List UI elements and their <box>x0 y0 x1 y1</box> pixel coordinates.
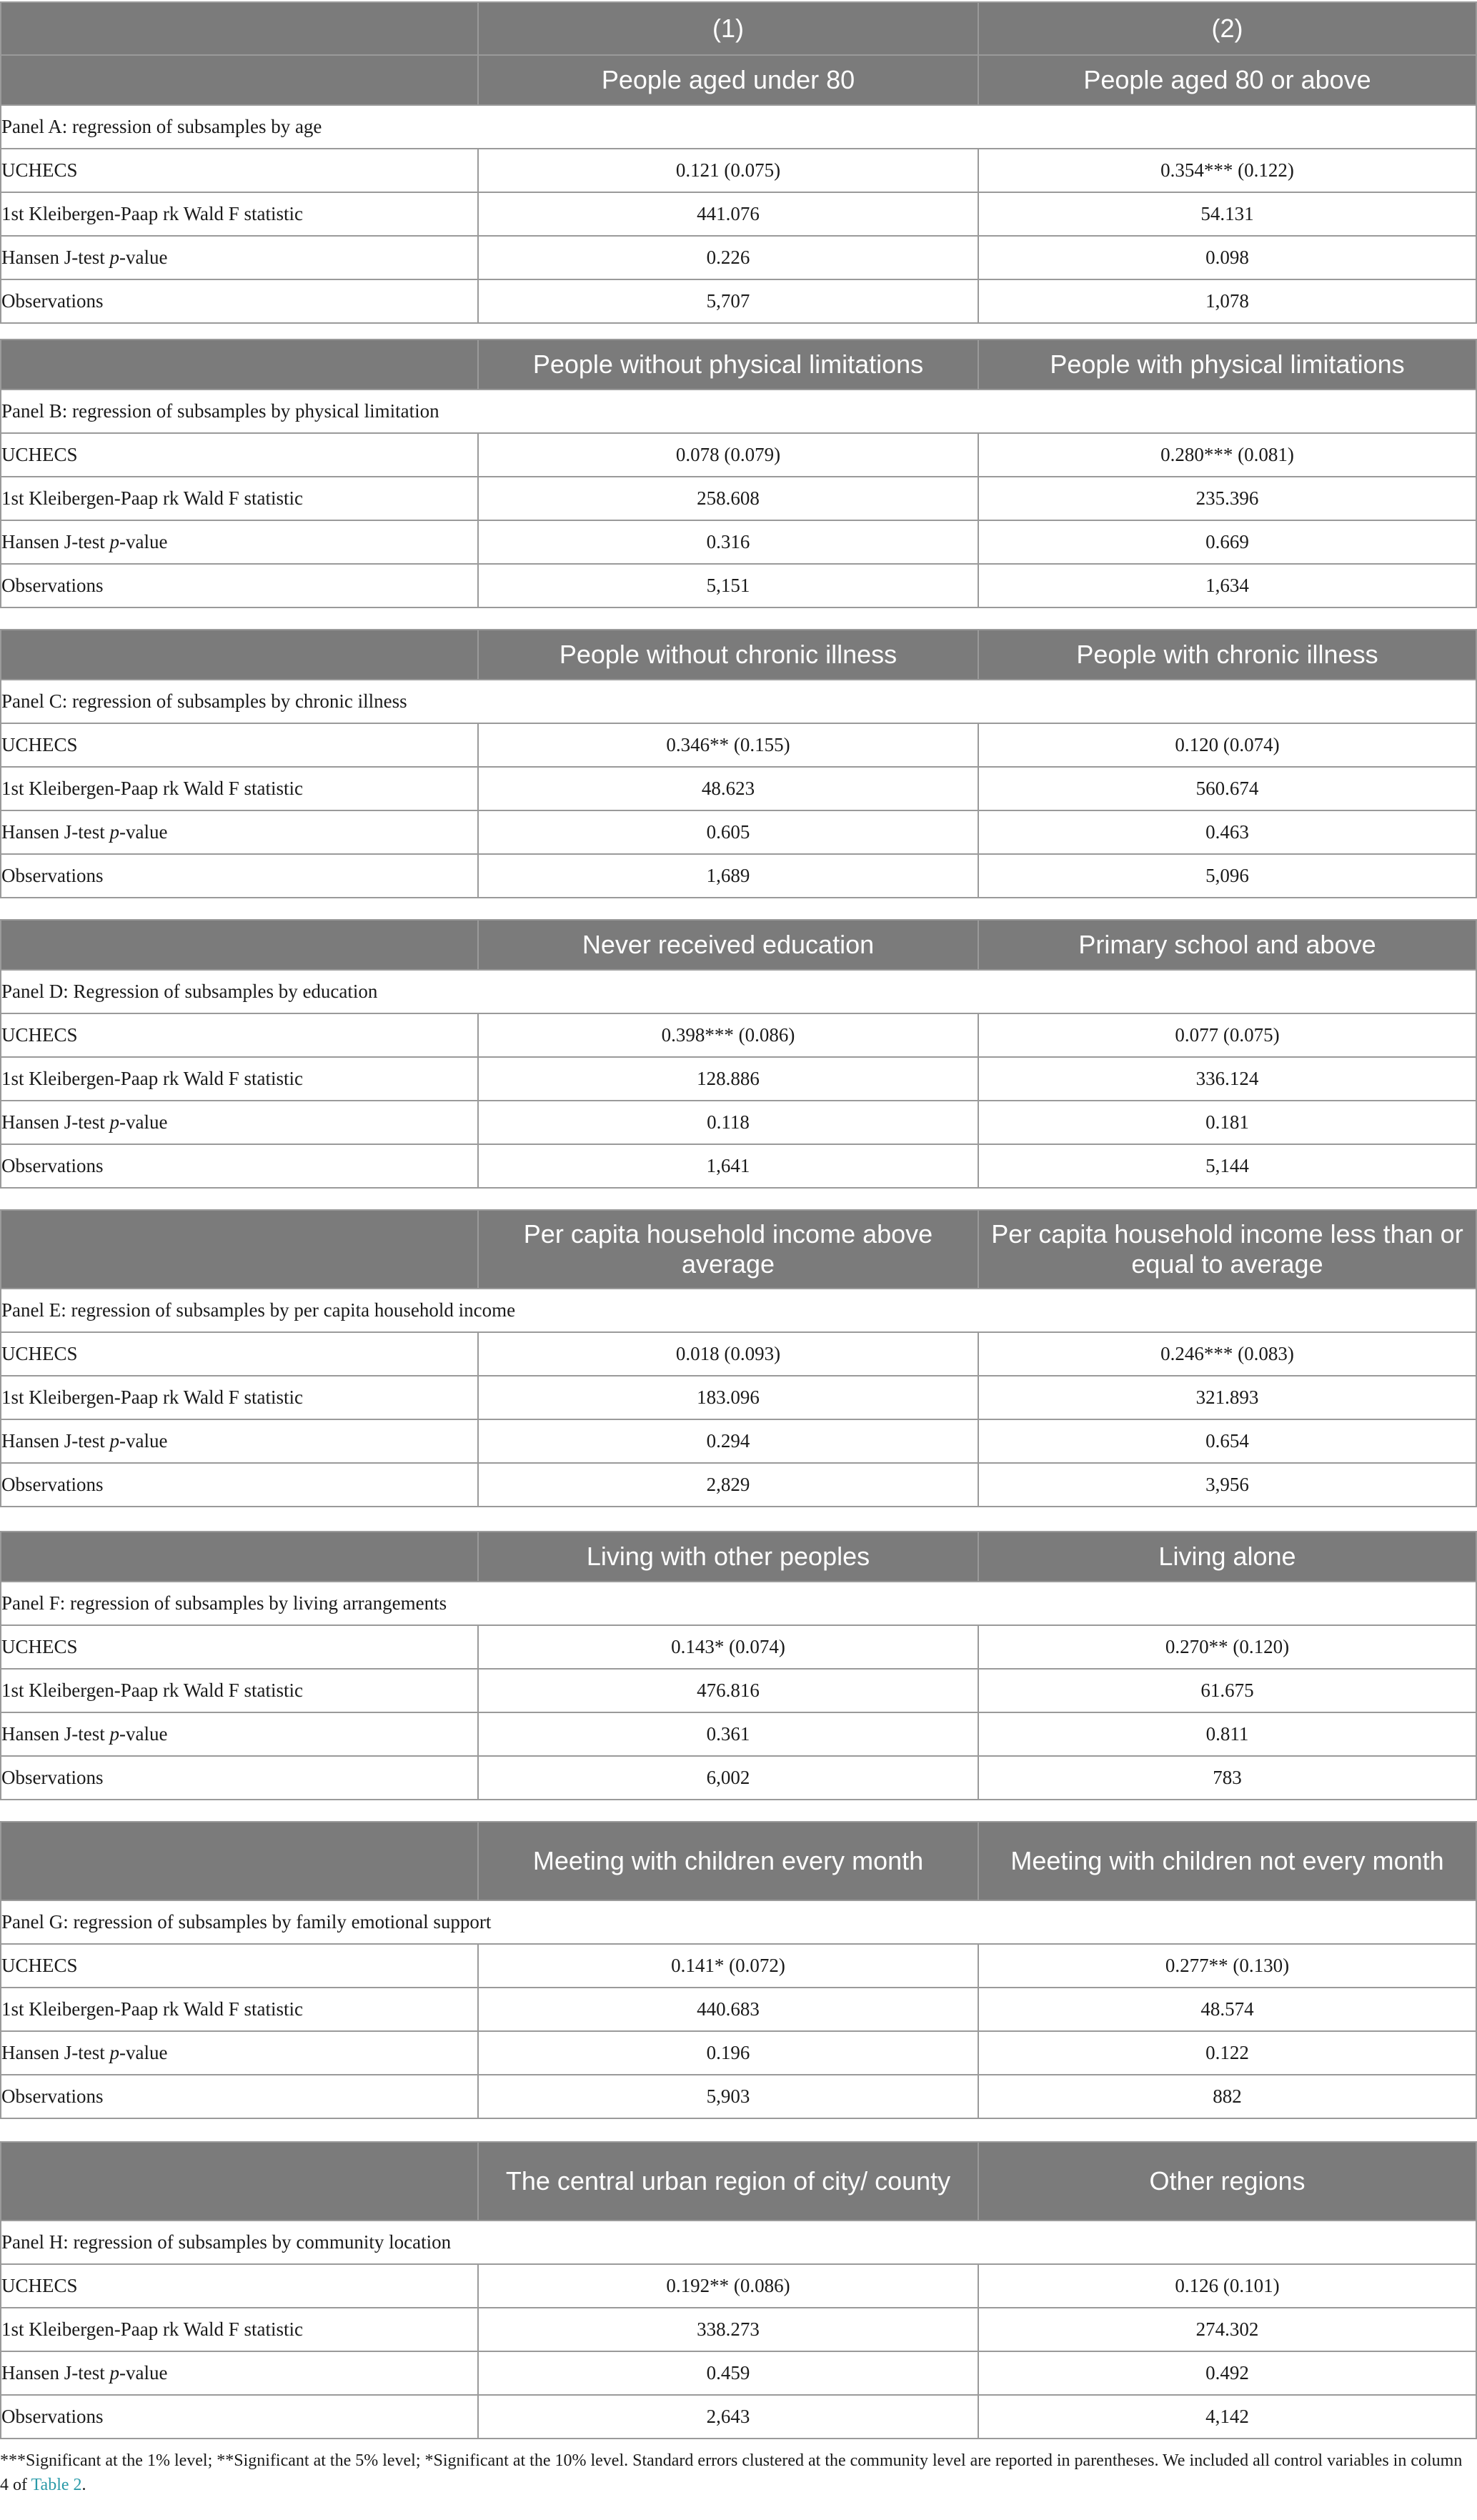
hansen-suffix: -value <box>119 821 168 843</box>
cell-kp-col1: 128.886 <box>478 1057 978 1101</box>
hansen-p: p <box>109 1430 119 1452</box>
cell-kp-col1: 476.816 <box>478 1669 978 1712</box>
row-label-observations: Observations <box>1 564 478 607</box>
panel-e-table <box>0 1209 1477 1507</box>
row-label-observations: Observations <box>1 854 478 898</box>
row-label-hansen <box>1 2031 478 2075</box>
cell-uchecs-col2: 0.077 (0.075) <box>978 1013 1476 1057</box>
header-blank-cell <box>1 920 478 970</box>
column-header-1: Meeting with children every month <box>478 1822 978 1900</box>
header-blank-cell <box>1 55 478 105</box>
panel-title: Panel F: regression of subsamples by living arrangements <box>1 1582 1476 1625</box>
cell-kp-col2: 54.131 <box>978 192 1476 236</box>
row-label-uchecs: UCHECS <box>1 433 478 477</box>
row-label-uchecs: UCHECS <box>1 149 478 192</box>
cell-kp-col2: 48.574 <box>978 1988 1476 2031</box>
cell-obs-col2: 5,144 <box>978 1144 1476 1188</box>
hansen-p: p <box>109 1111 119 1133</box>
cell-obs-col1: 6,002 <box>478 1756 978 1800</box>
cell-uchecs-col2: 0.120 (0.074) <box>978 723 1476 767</box>
row-label-observations: Observations <box>1 279 478 323</box>
panel-b-table <box>0 339 1477 608</box>
cell-uchecs-col2: 0.246*** (0.083) <box>978 1332 1476 1376</box>
column-header-2: Living alone <box>978 1532 1476 1582</box>
footnote-end: . <box>81 2476 86 2494</box>
hansen-suffix: -value <box>119 531 168 552</box>
row-label-hansen <box>1 236 478 279</box>
column-header-1: Per capita household income above average <box>478 1210 978 1289</box>
panel-title: Panel H: regression of subsamples by community location <box>1 2221 1476 2264</box>
column-header-1: Living with other peoples <box>478 1532 978 1582</box>
cell-hansen-col1: 0.316 <box>478 520 978 564</box>
panel-a-table <box>0 1 1477 324</box>
cell-hansen-col2: 0.098 <box>978 236 1476 279</box>
header-blank-cell <box>1 1532 478 1582</box>
hansen-p: p <box>109 531 119 552</box>
table-2-link[interactable]: Table 2 <box>31 2476 82 2494</box>
hansen-suffix: -value <box>119 247 168 268</box>
cell-kp-col1: 440.683 <box>478 1988 978 2031</box>
panel-f-table <box>0 1531 1477 1800</box>
cell-uchecs-col1: 0.398*** (0.086) <box>478 1013 978 1057</box>
hansen-prefix: Hansen J-test <box>1 1723 110 1745</box>
hansen-prefix: Hansen J-test <box>1 247 110 268</box>
hansen-prefix: Hansen J-test <box>1 2042 110 2063</box>
cell-hansen-col1: 0.459 <box>478 2351 978 2395</box>
cell-hansen-col2: 0.811 <box>978 1712 1476 1756</box>
hansen-suffix: -value <box>119 2362 168 2383</box>
cell-kp-col2: 336.124 <box>978 1057 1476 1101</box>
row-label-observations: Observations <box>1 1463 478 1507</box>
cell-kp-col2: 274.302 <box>978 2308 1476 2351</box>
column-header-1: People aged under 80 <box>478 55 978 105</box>
cell-obs-col2: 4,142 <box>978 2395 1476 2439</box>
panel-h-table <box>0 2141 1477 2439</box>
panel-title: Panel A: regression of subsamples by age <box>1 105 1476 149</box>
row-label-observations: Observations <box>1 1756 478 1800</box>
hansen-suffix: -value <box>119 1430 168 1452</box>
row-label-uchecs: UCHECS <box>1 1625 478 1669</box>
cell-uchecs-col1: 0.192** (0.086) <box>478 2264 978 2308</box>
row-label-kp-statistic: 1st Kleibergen-Paap rk Wald F statistic <box>1 477 478 520</box>
cell-hansen-col1: 0.196 <box>478 2031 978 2075</box>
hansen-suffix: -value <box>119 1723 168 1745</box>
row-label-kp-statistic: 1st Kleibergen-Paap rk Wald F statistic <box>1 1057 478 1101</box>
row-label-hansen <box>1 1712 478 1756</box>
cell-hansen-col2: 0.122 <box>978 2031 1476 2075</box>
row-label-hansen <box>1 2351 478 2395</box>
cell-obs-col1: 1,641 <box>478 1144 978 1188</box>
row-label-hansen <box>1 520 478 564</box>
column-header-2: Other regions <box>978 2142 1476 2221</box>
cell-uchecs-col1: 0.078 (0.079) <box>478 433 978 477</box>
cell-obs-col1: 2,829 <box>478 1463 978 1507</box>
cell-hansen-col1: 0.226 <box>478 236 978 279</box>
cell-hansen-col1: 0.294 <box>478 1419 978 1463</box>
cell-hansen-col2: 0.181 <box>978 1101 1476 1144</box>
header-blank-cell <box>1 339 478 390</box>
cell-obs-col2: 783 <box>978 1756 1476 1800</box>
column-header-1: The central urban region of city/ county <box>478 2142 978 2221</box>
cell-obs-col2: 5,096 <box>978 854 1476 898</box>
row-label-uchecs: UCHECS <box>1 723 478 767</box>
column-header-2: People with chronic illness <box>978 630 1476 680</box>
row-label-kp-statistic: 1st Kleibergen-Paap rk Wald F statistic <box>1 767 478 810</box>
panel-c-table <box>0 629 1477 898</box>
header-blank-cell <box>1 1822 478 1900</box>
hansen-p: p <box>109 1723 119 1745</box>
cell-uchecs-col2: 0.280*** (0.081) <box>978 433 1476 477</box>
header-blank-cell <box>1 1210 478 1289</box>
hansen-p: p <box>109 2042 119 2063</box>
cell-uchecs-col1: 0.141* (0.072) <box>478 1944 978 1988</box>
table-footnote <box>0 2449 1472 2497</box>
column-header-2: Primary school and above <box>978 920 1476 970</box>
footnote-text: ***Significant at the 1% level; **Significant at the 5% level; *Significant at the 10% level. Standard errors clustered at the community level are reported in parentheses. We included all control variables in column 4 of <box>0 2451 1463 2494</box>
cell-uchecs-col1: 0.346** (0.155) <box>478 723 978 767</box>
cell-hansen-col1: 0.118 <box>478 1101 978 1144</box>
row-label-kp-statistic: 1st Kleibergen-Paap rk Wald F statistic <box>1 1376 478 1419</box>
row-label-kp-statistic: 1st Kleibergen-Paap rk Wald F statistic <box>1 2308 478 2351</box>
column-header-1: People without physical limitations <box>478 339 978 390</box>
cell-kp-col2: 560.674 <box>978 767 1476 810</box>
cell-kp-col1: 48.623 <box>478 767 978 810</box>
cell-kp-col2: 235.396 <box>978 477 1476 520</box>
cell-hansen-col1: 0.605 <box>478 810 978 854</box>
row-label-uchecs: UCHECS <box>1 2264 478 2308</box>
column-number-2: (2) <box>978 2 1476 55</box>
cell-obs-col1: 5,151 <box>478 564 978 607</box>
cell-hansen-col2: 0.463 <box>978 810 1476 854</box>
hansen-prefix: Hansen J-test <box>1 1111 110 1133</box>
hansen-suffix: -value <box>119 1111 168 1133</box>
row-label-kp-statistic: 1st Kleibergen-Paap rk Wald F statistic <box>1 192 478 236</box>
cell-obs-col2: 1,078 <box>978 279 1476 323</box>
hansen-p: p <box>109 821 119 843</box>
cell-kp-col1: 183.096 <box>478 1376 978 1419</box>
column-header-2: Per capita household income less than or equal to average <box>978 1210 1476 1289</box>
header-blank-cell <box>1 2 478 55</box>
cell-hansen-col1: 0.361 <box>478 1712 978 1756</box>
row-label-kp-statistic: 1st Kleibergen-Paap rk Wald F statistic <box>1 1988 478 2031</box>
header-blank-cell <box>1 630 478 680</box>
cell-obs-col1: 5,903 <box>478 2075 978 2118</box>
column-header-2: People with physical limitations <box>978 339 1476 390</box>
header-blank-cell <box>1 2142 478 2221</box>
cell-kp-col2: 321.893 <box>978 1376 1476 1419</box>
panel-title: Panel D: Regression of subsamples by education <box>1 970 1476 1013</box>
cell-uchecs-col2: 0.126 (0.101) <box>978 2264 1476 2308</box>
column-header-2: Meeting with children not every month <box>978 1822 1476 1900</box>
cell-obs-col2: 3,956 <box>978 1463 1476 1507</box>
cell-hansen-col2: 0.669 <box>978 520 1476 564</box>
cell-obs-col1: 1,689 <box>478 854 978 898</box>
cell-uchecs-col2: 0.270** (0.120) <box>978 1625 1476 1669</box>
cell-kp-col2: 61.675 <box>978 1669 1476 1712</box>
cell-uchecs-col1: 0.121 (0.075) <box>478 149 978 192</box>
row-label-uchecs: UCHECS <box>1 1944 478 1988</box>
row-label-kp-statistic: 1st Kleibergen-Paap rk Wald F statistic <box>1 1669 478 1712</box>
column-number-1: (1) <box>478 2 978 55</box>
row-label-hansen <box>1 1419 478 1463</box>
cell-kp-col1: 441.076 <box>478 192 978 236</box>
column-header-1: People without chronic illness <box>478 630 978 680</box>
panel-title: Panel G: regression of subsamples by family emotional support <box>1 1900 1476 1944</box>
panel-d-table <box>0 919 1477 1189</box>
row-label-hansen <box>1 810 478 854</box>
hansen-p: p <box>109 2362 119 2383</box>
cell-obs-col1: 5,707 <box>478 279 978 323</box>
cell-hansen-col2: 0.654 <box>978 1419 1476 1463</box>
column-header-2: People aged 80 or above <box>978 55 1476 105</box>
panel-title: Panel C: regression of subsamples by chronic illness <box>1 680 1476 723</box>
panel-title: Panel B: regression of subsamples by physical limitation <box>1 390 1476 433</box>
cell-uchecs-col2: 0.354*** (0.122) <box>978 149 1476 192</box>
hansen-suffix: -value <box>119 2042 168 2063</box>
column-header-1: Never received education <box>478 920 978 970</box>
hansen-prefix: Hansen J-test <box>1 821 110 843</box>
cell-obs-col1: 2,643 <box>478 2395 978 2439</box>
cell-hansen-col2: 0.492 <box>978 2351 1476 2395</box>
panel-g-table <box>0 1821 1477 2119</box>
panel-title: Panel E: regression of subsamples by per capita household income <box>1 1289 1476 1332</box>
hansen-prefix: Hansen J-test <box>1 531 110 552</box>
row-label-uchecs: UCHECS <box>1 1332 478 1376</box>
hansen-prefix: Hansen J-test <box>1 1430 110 1452</box>
cell-uchecs-col2: 0.277** (0.130) <box>978 1944 1476 1988</box>
cell-kp-col1: 338.273 <box>478 2308 978 2351</box>
hansen-p: p <box>109 247 119 268</box>
row-label-uchecs: UCHECS <box>1 1013 478 1057</box>
row-label-observations: Observations <box>1 2075 478 2118</box>
cell-kp-col1: 258.608 <box>478 477 978 520</box>
cell-uchecs-col1: 0.018 (0.093) <box>478 1332 978 1376</box>
cell-obs-col2: 882 <box>978 2075 1476 2118</box>
row-label-observations: Observations <box>1 1144 478 1188</box>
cell-uchecs-col1: 0.143* (0.074) <box>478 1625 978 1669</box>
cell-obs-col2: 1,634 <box>978 564 1476 607</box>
row-label-hansen <box>1 1101 478 1144</box>
hansen-prefix: Hansen J-test <box>1 2362 110 2383</box>
row-label-observations: Observations <box>1 2395 478 2439</box>
